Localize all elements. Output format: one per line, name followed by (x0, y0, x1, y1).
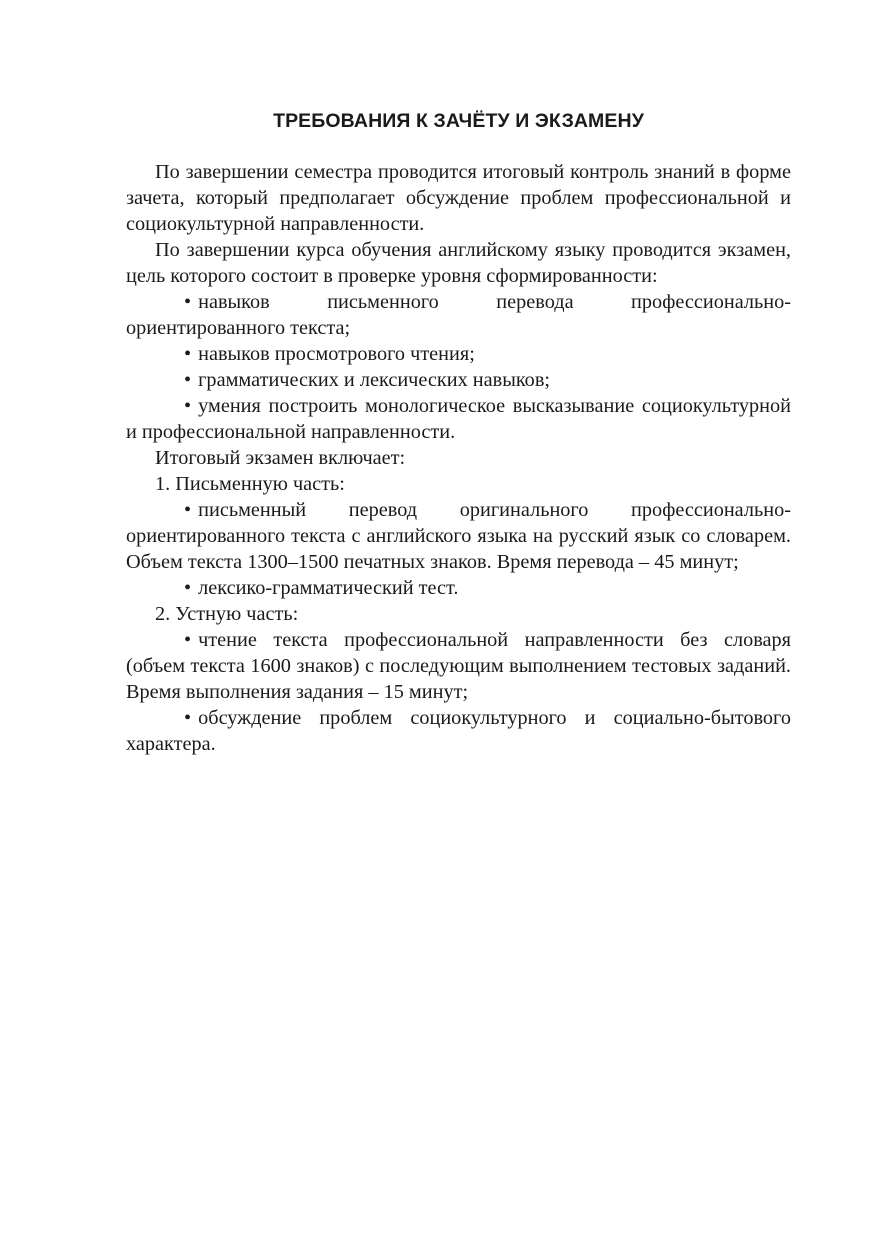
list-item-grammar-lexical-skills: • грамматических и лексических навыков; (126, 367, 791, 393)
bullet-icon: • (184, 395, 192, 417)
paragraph-oral-part: 2. Устную часть: (155, 603, 299, 625)
paragraph-written-part: 1. Письменную часть: (155, 473, 345, 495)
bullet-icon: • (184, 577, 192, 599)
bullet-icon: • (184, 369, 192, 391)
list-item-skimming-skills: • навыков просмотрового чтения; (126, 341, 791, 367)
section-heading: ТРЕБОВАНИЯ К ЗАЧЁТУ И ЭКЗАМЕНУ (273, 110, 644, 132)
bullet-icon: • (184, 499, 192, 521)
paragraph-semester-control: По завершении семестра проводится итоговый контроль знаний в форме зачета, который предполагает обсуждение проблем профессиональной и социокультурной направленности. (126, 161, 791, 235)
bullet-icon: • (184, 343, 192, 365)
bullet-icon: • (184, 629, 192, 651)
list-item-translation-skills: • навыков письменного перевода профессионально-ориентированного текста; (126, 291, 791, 339)
paragraph-exam-purpose: По завершении курса обучения английскому языку проводится экзамен, цель которого состоит в проверке уровня сформированности: (126, 239, 791, 287)
list-item-monologue-skills: • умения построить монологическое высказывание социокультурной и профессиональной направленности. (126, 395, 791, 443)
list-item-discussion: • обсуждение проблем социокультурного и социально-бытового характера. (126, 707, 791, 755)
bullet-icon: • (184, 291, 192, 313)
paragraph-exam-includes: Итоговый экзамен включает: (155, 447, 406, 469)
list-item-reading-text: • чтение текста профессиональной направленности без словаря (объем текста 1600 знаков) с последующим выполнением тестовых заданий. Время выполнения задания – 15 минут; (126, 629, 791, 703)
list-item-lexico-grammar-test: • лексико-грамматический тест. (126, 575, 791, 601)
list-item-written-translation: • письменный перевод оригинального профессионально-ориентированного текста с английского языка на русский язык со словарем. Объем текста 1300–1500 печатных знаков. Время перевода – 45 минут; (126, 499, 791, 573)
document-page (126, 110, 791, 757)
bullet-icon: • (184, 707, 192, 729)
